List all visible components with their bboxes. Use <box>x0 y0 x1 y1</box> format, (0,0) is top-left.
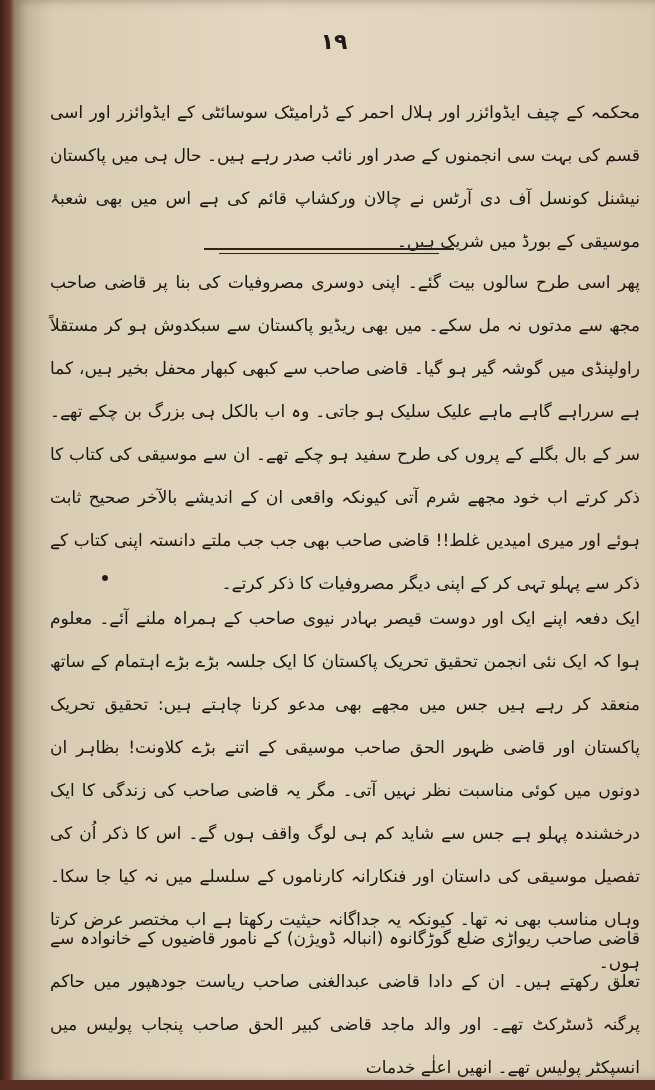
paragraph-4: قاضی صاحب ریواڑی ضلع گوڑگانوہ (انبالہ ڈویژن) کے نامور قاضیوں کے خانوادہ سے تعلق رکھتے ہیں۔ ان کے دادا قاضی عبدالغنی صاحب ریاست جودھپور میں حاکم پرگنہ ڈسٹرکٹ تھے۔ اور والد ماجد قاضی کبیر الحق صاحب پنجاب پولیس میں انسپکٹر پولیس تھے۔ انھیں اعلٰے خدمات <box>50 929 640 1078</box>
section-divider-underline <box>219 253 439 254</box>
ink-mark <box>102 575 108 581</box>
page-number: ۱۹ <box>320 30 348 55</box>
section-divider <box>204 248 454 250</box>
paragraph-3: ایک دفعہ اپنے ایک اور دوست قیصر بہادر نیوی صاحب کے ہمراہ ملنے آئے۔ معلوم ہوا کہ ایک نئی انجمن تحقیق تحریک پاکستان کا ایک جلسہ بڑے بڑے اہتمام کے ساتھ منعقد کر رہے ہیں جس میں مجھے بھی مدعو کرنا چاہتے ہیں: تحقیق تحریک پاکستان اور قاضی ظہور الحق صاحب موسیقی کے اتنے بڑے کلاونت! بظاہر ان دونوں میں کوئی مناسبت نظر نہیں آتی۔ مگر یہ قاضی صاحب کی زندگی کا ایک درخشندہ پہلو ہے جس سے شاید کم ہی لوگ واقف ہوں گے۔ اس کا ذکر اُن کی تفصیل موسیقی کی داستان اور فنکارانہ کارناموں کے سلسلے میں نہ کیا جا سکا۔ وہاں مناسب بھی نہ تھا۔ کیونکہ یہ جداگانہ حیثیت رکھتا ہے اب مختصر عرض کرتا ہوں۔ <box>50 609 640 973</box>
book-page <box>14 0 655 1080</box>
paragraph-2: پھر اسی طرح سالوں بیت گئے۔ اپنی دوسری مصروفیات کی بنا پر قاضی صاحب مجھ سے مدتوں نہ مل سکے۔ میں بھی ریڈیو پاکستان سے سبکدوش ہو کر مستقلاً راولپنڈی میں گوشہ گیر ہو گیا۔ قاضی صاحب سے کبھی کبھار محفل بخیر ہیں، کما ہے سرراہے گاہے ماہے علیک سلیک ہو جاتی۔ وہ اب بالکل ہی بزرگ بن چکے تھے۔ سر کے بال بگلے کے پروں کی طرح سفید ہو چکے تھے۔ ان سے موسیقی کی کتاب کا ذکر کرتے اب خود مجھے شرم آتی کیونکہ واقعی ان کے اندیشے بالآخر صحیح ثابت ہوئے اور میری امیدیں غلط!! قاضی صاحب بھی جب جب ملتے دانستہ اپنی کتاب کے ذکر سے پہلو تہی کر کے اپنی دیگر مصروفیات کا ذکر کرتے۔ <box>50 273 640 594</box>
paragraph-1: محکمہ کے چیف ایڈوائزر اور ہلال احمر کے ڈرامیٹک سوسائٹی کے ایڈوائزر اور اسی قسم کی بہت سی انجمنوں کے صدر اور نائب صدر رہے ہیں۔ حال ہی میں پاکستان نیشنل کونسل آف دی آرٹس نے چالان ورکشاپ قائم کی ہے اس میں بھی شعبۂ موسیقی کے بورڈ میں شریک ہیں۔ <box>50 103 640 252</box>
